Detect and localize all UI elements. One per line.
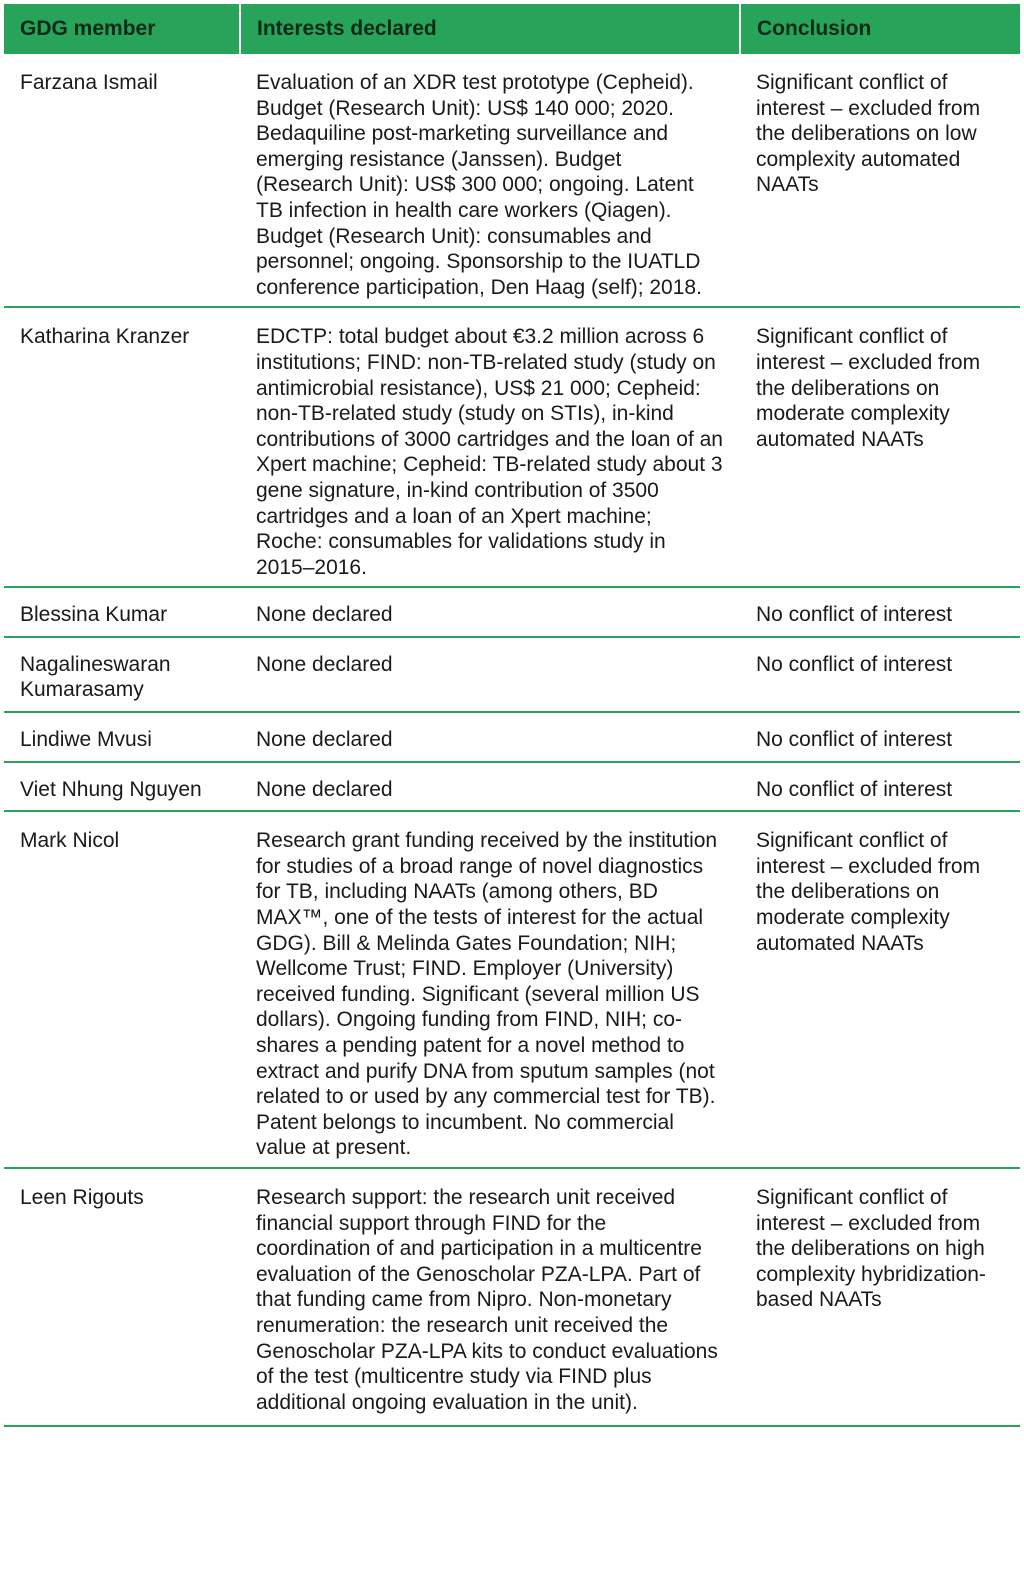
table-row: [4, 762, 1020, 812]
interests-declared: None declared: [240, 637, 740, 712]
declarations-table: [4, 4, 1020, 1427]
member-name: Viet Nhung Nguyen: [4, 762, 240, 812]
header-member: GDG member: [4, 4, 240, 54]
member-name: Mark Nicol: [4, 811, 240, 1168]
table-row: [4, 637, 1020, 712]
conclusion: No conflict of interest: [740, 712, 1020, 762]
header-conclusion: Conclusion: [740, 4, 1020, 54]
interests-declared: None declared: [240, 712, 740, 762]
member-name: Leen Rigouts: [4, 1168, 240, 1426]
conclusion: Significant conflict of interest – excluded from the deliberations on moderate complexity automated NAATs: [740, 811, 1020, 1168]
conclusion: No conflict of interest: [740, 762, 1020, 812]
interests-declared: Evaluation of an XDR test prototype (Cepheid). Budget (Research Unit): US$ 140 000; 2020. Bedaquiline post-marketing surveillance and emerging resistance (Janssen). Budget (Research Unit): US$ 300 000; ongoing. Latent TB infection in health care workers (Qiagen). Budget (Research Unit): consumables and personnel; ongoing. Sponsorship to the IUATLD conference participation, Den Haag (self); 2018.: [240, 54, 740, 307]
interests-declared: None declared: [240, 587, 740, 637]
conclusion: Significant conflict of interest – excluded from the deliberations on low complexity automated NAATs: [740, 54, 1020, 307]
interests-declared: EDCTP: total budget about €3.2 million across 6 institutions; FIND: non-TB-related study (study on antimicrobial resistance), US$ 21 000; Cepheid: non-TB-related study (study on STIs), in-kind contributions of 3000 cartridges and the loan of an Xpert machine; Cepheid: TB-related study about 3 gene signature, in-kind contribution of 3500 cartridges and a loan of an Xpert machine; Roche: consumables for validations study in 2015–2016.: [240, 307, 740, 587]
table-row: [4, 1168, 1020, 1426]
table-row: [4, 54, 1020, 307]
member-name: Nagalineswaran Kumarasamy: [4, 637, 240, 712]
conclusion: Significant conflict of interest – excluded from the deliberations on high complexity hybridization-based NAATs: [740, 1168, 1020, 1426]
member-name: Blessina Kumar: [4, 587, 240, 637]
table-row: [4, 587, 1020, 637]
interests-declared: Research support: the research unit received financial support through FIND for the coordination of and participation in a multicentre evaluation of the Genoscholar PZA-LPA. Part of that funding came from Nipro. Non-monetary renumeration: the research unit received the Genoscholar PZA-LPA kits to conduct evaluations of the test (multicentre study via FIND plus additional ongoing evaluation in the unit).: [240, 1168, 740, 1426]
table-row: [4, 712, 1020, 762]
interests-declared: None declared: [240, 762, 740, 812]
interests-declared: Research grant funding received by the institution for studies of a broad range of novel diagnostics for TB, including NAATs (among others, BD MAX™, one of the tests of interest for the actual GDG). Bill & Melinda Gates Foundation; NIH; Wellcome Trust; FIND. Employer (University) received funding. Significant (several million US dollars). Ongoing funding from FIND, NIH; co-shares a pending patent for a novel method to extract and purify DNA from sputum samples (not related to or used by any commercial test for TB). Patent belongs to incumbent. No commercial value at present.: [240, 811, 740, 1168]
conclusion: No conflict of interest: [740, 587, 1020, 637]
member-name: Lindiwe Mvusi: [4, 712, 240, 762]
header-interests: Interests declared: [240, 4, 740, 54]
member-name: Katharina Kranzer: [4, 307, 240, 587]
conclusion: Significant conflict of interest – excluded from the deliberations on moderate complexity automated NAATs: [740, 307, 1020, 587]
member-name: Farzana Ismail: [4, 54, 240, 307]
table-row: [4, 811, 1020, 1168]
conclusion: No conflict of interest: [740, 637, 1020, 712]
table-row: [4, 307, 1020, 587]
header-row: [4, 4, 1020, 54]
